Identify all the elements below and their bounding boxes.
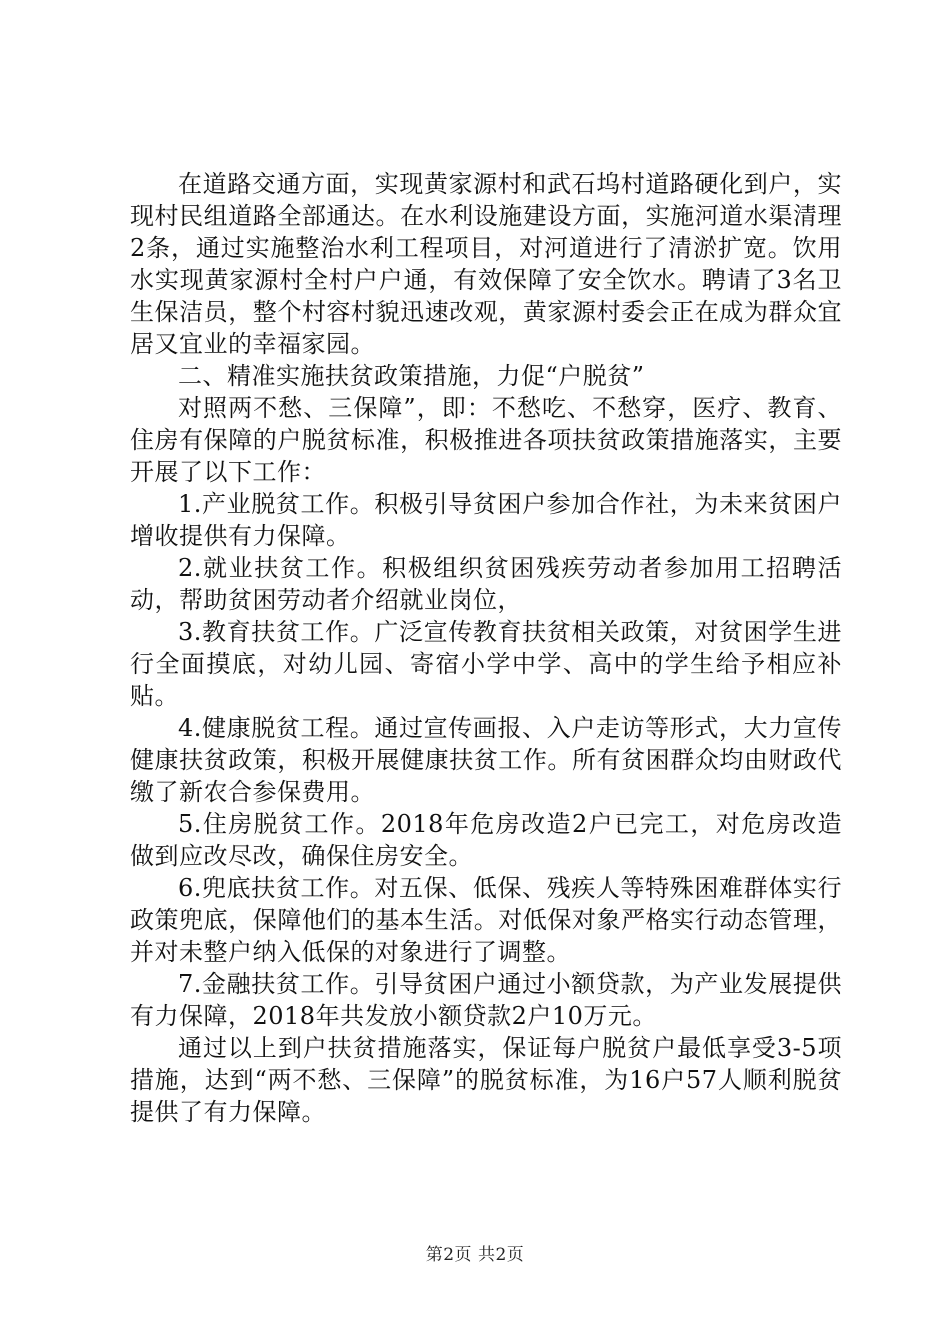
section-heading-poverty-policy: 二、精准实施扶贫政策措施，力促“户脱贫”	[178, 362, 645, 390]
paragraph-infrastructure: 在道路交通方面，实现黄家源村和武石坞村道路硬化到户，实现村民组道路全部通达。在水利设施建设方面，实施河道水渠清理2条，通过实施整治水利工程项目，对河道进行了清淤扩宽。饮用水实现黄家源村全村户户通，有效保障了安全饮水。聘请了3名卫生保洁员，整个村容村貌迅速改观，黄家源村委会正在成为群众宜居又宜业的幸福家园。	[130, 170, 842, 358]
list-item-employment: 2.就业扶贫工作。积极组织贫困残疾劳动者参加用工招聘活动，帮助贫困劳动者介绍就业岗位，	[130, 554, 842, 614]
list-item-finance: 7.金融扶贫工作。引导贫困户通过小额贷款，为产业发展提供有力保障，2018年共发放小额贷款2户10万元。	[130, 970, 842, 1030]
list-item-industry: 1.产业脱贫工作。积极引导贫困户参加合作社，为未来贫困户增收提供有力保障。	[130, 490, 842, 550]
list-item-safety-net: 6.兜底扶贫工作。对五保、低保、残疾人等特殊困难群体实行政策兜底，保障他们的基本生活。对低保对象严格实行动态管理，并对未整户纳入低保的对象进行了调整。	[130, 874, 842, 966]
paragraph-conclusion: 通过以上到户扶贫措施落实，保证每户脱贫户最低享受3-5项措施，达到“两不愁、三保障”的脱贫标准，为16户57人顺利脱贫提供了有力保障。	[130, 1034, 842, 1126]
document-body	[130, 168, 842, 1128]
page-footer: 第2页 共2页	[425, 1245, 525, 1265]
paragraph-standards: 对照两不愁、三保障”，即：不愁吃、不愁穿，医疗、教育、住房有保障的户脱贫标准，积极推进各项扶贫政策措施落实，主要开展了以下工作：	[130, 394, 842, 486]
list-item-health: 4.健康脱贫工程。通过宣传画报、入户走访等形式，大力宣传健康扶贫政策，积极开展健康扶贫工作。所有贫困群众均由财政代缴了新农合参保费用。	[130, 714, 842, 806]
list-item-housing: 5.住房脱贫工作。2018年危房改造2户已完工，对危房改造做到应改尽改，确保住房安全。	[130, 810, 842, 870]
list-item-education: 3.教育扶贫工作。广泛宣传教育扶贫相关政策，对贫困学生进行全面摸底，对幼儿园、寄宿小学中学、高中的学生给予相应补贴。	[130, 618, 842, 710]
